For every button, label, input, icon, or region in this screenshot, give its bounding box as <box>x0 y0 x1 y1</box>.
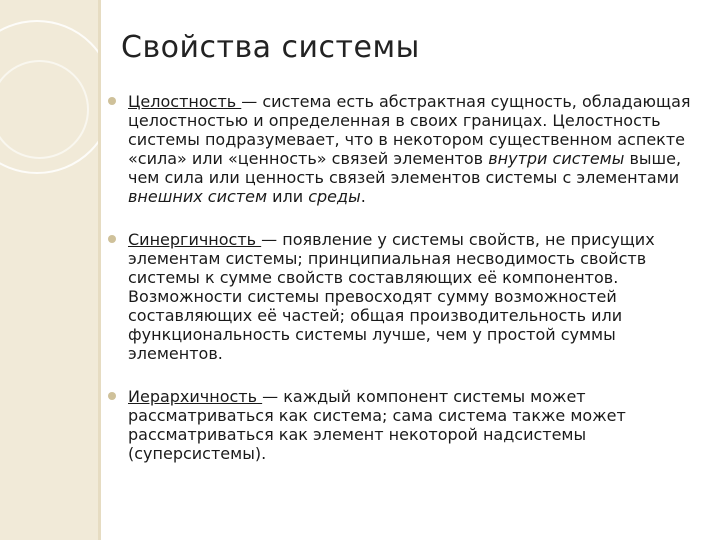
bullet-item-hierarchy <box>106 387 706 463</box>
bullet-item-integrity <box>106 92 706 206</box>
definition-italic: внешних систем <box>128 187 268 206</box>
definition-text: — система есть абстрактная сущность, обладающая целостностью и определенная в своих границах. Целостность системы подразумевает, что в некотором существенном аспекте «сила» или «ценность» связей элементов <box>128 92 691 168</box>
side-band-edge <box>98 0 101 540</box>
term-hierarchy: Иерархичность <box>128 387 263 406</box>
bullet-icon <box>108 392 116 400</box>
bullet-icon <box>108 97 116 105</box>
definition-text: или <box>267 187 309 206</box>
definition-text: — появление у системы свойств, не присущих элементам системы; принципиальная несводимость свойств системы к сумме свойств составляющих её компонентов. Возможности системы превосходят сумму возможностей составляющих её частей; общая производительность или функциональность системы лучше, чем у простой суммы элементов. <box>128 230 655 363</box>
bullet-item-synergy <box>106 230 706 363</box>
definition-text: — каждый компонент системы может рассматриваться как система; сама система также может рассматриваться как элемент некоторой надсистемы (суперсистемы). <box>128 387 626 463</box>
bullet-icon <box>108 235 116 243</box>
slide-title: Свойства системы <box>121 30 420 65</box>
bullet-list <box>106 92 706 463</box>
definition-italic: внутри системы <box>488 149 625 168</box>
definition-text: . <box>360 187 366 206</box>
definition-text: выше, чем сила или ценность связей элементов системы с элементами <box>128 149 682 187</box>
term-integrity: Целостность <box>128 92 242 111</box>
definition-italic: среды <box>308 187 361 206</box>
term-synergy: Синергичность <box>128 230 262 249</box>
decorative-side-band <box>0 0 98 540</box>
